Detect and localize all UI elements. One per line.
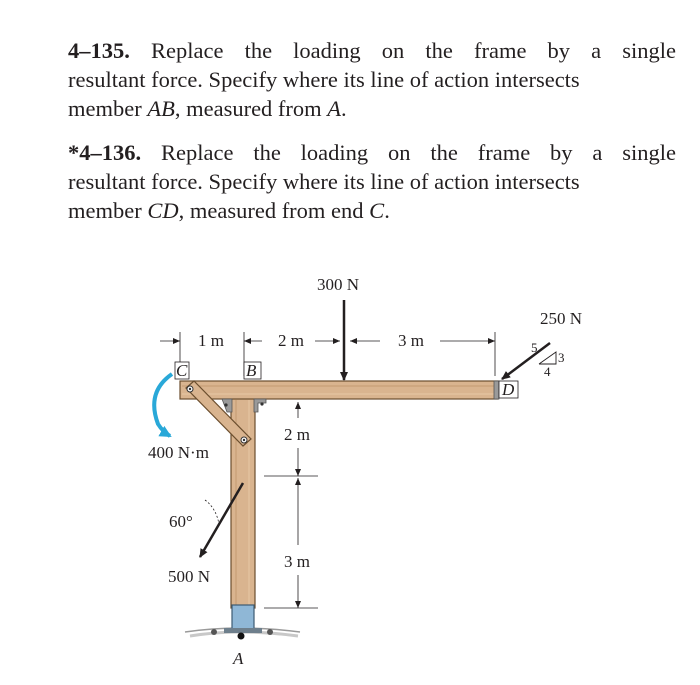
problem-number: 4–135.: [68, 38, 130, 63]
problem-line: resultant force. Specify where its line of action intersects: [68, 169, 580, 194]
problem-line: 4–135. Replace the loading on the frame by a single: [68, 38, 676, 63]
problem-line: resultant force. Specify where its line of action intersects: [68, 67, 580, 92]
force-300n-label: 300 N: [317, 275, 360, 294]
member-label: AB: [147, 96, 175, 121]
slope-triangle: [539, 352, 556, 364]
moment-label: 400 N·m: [148, 443, 209, 462]
horizontal-beam: [180, 381, 498, 399]
problem-line: member AB, measured from A.: [68, 96, 347, 121]
force-500n-label: 500 N: [168, 567, 211, 586]
member-label: CD: [147, 198, 179, 223]
slope-3: 3: [558, 350, 565, 365]
angle-60-label: 60°: [169, 512, 193, 531]
point-c-label: C: [176, 361, 188, 380]
point-label: A: [327, 96, 342, 121]
slope-5: 5: [531, 340, 538, 355]
dim-3m-horizontal: 3 m: [398, 331, 424, 350]
base-support: [211, 605, 273, 640]
problem-line: member CD, measured from end C.: [68, 198, 390, 223]
point-d-label: D: [502, 380, 515, 399]
dim-3m-vertical: 3 m: [284, 552, 310, 571]
problem-number: *4–136.: [68, 140, 142, 165]
dim-1m: 1 m: [198, 331, 224, 350]
point-label: C: [369, 198, 385, 223]
force-250n-label: 250 N: [540, 309, 583, 328]
point-b-label: B: [246, 361, 257, 380]
point-a-label: A: [233, 649, 244, 668]
dim-2m-horizontal: 2 m: [278, 331, 304, 350]
dim-2m-vertical: 2 m: [284, 425, 310, 444]
moment-arrow: [154, 374, 172, 436]
problem-line: *4–136. Replace the loading on the frame by a single: [68, 140, 676, 165]
angle-arc: [205, 500, 219, 524]
slope-4: 4: [544, 364, 551, 379]
